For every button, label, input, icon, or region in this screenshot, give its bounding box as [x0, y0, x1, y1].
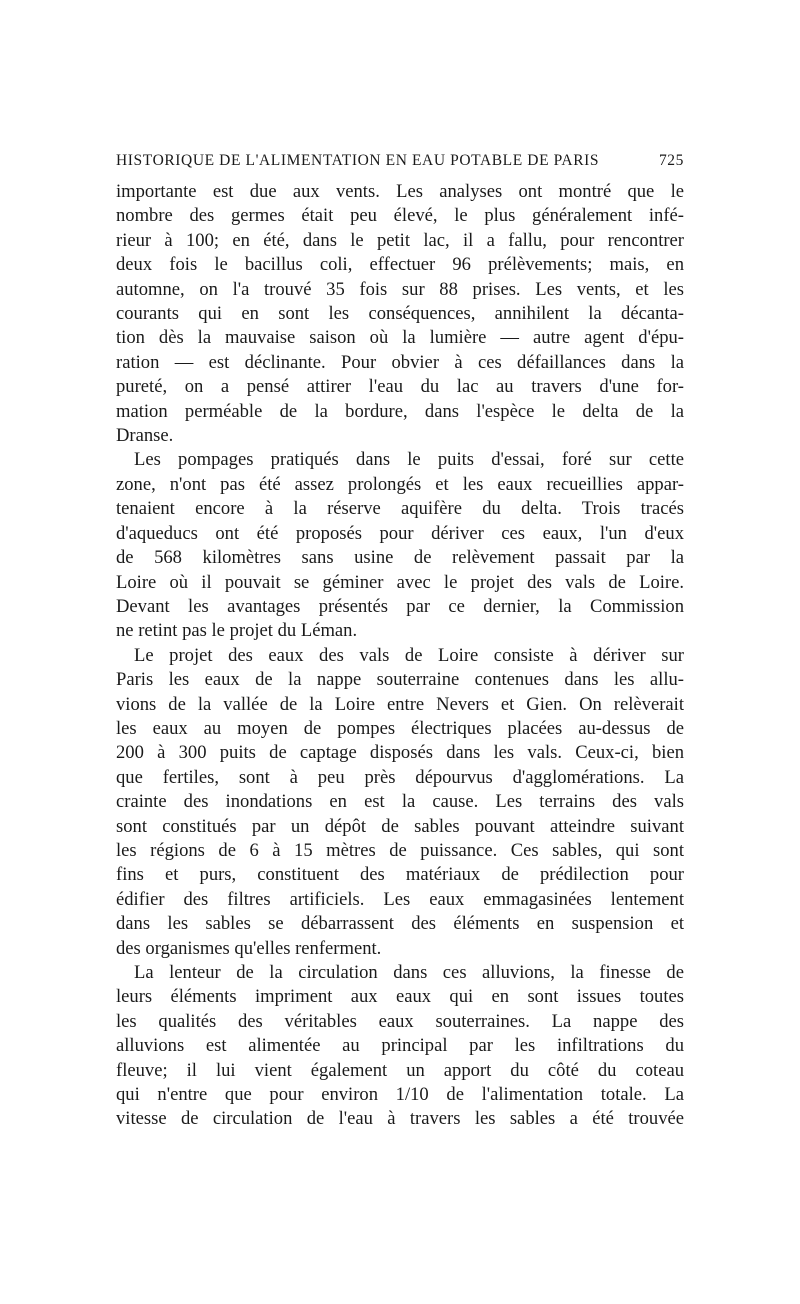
text-line: des organismes qu'elles renferment.	[116, 937, 382, 959]
body-text	[116, 180, 684, 1132]
paragraph	[116, 961, 684, 1132]
text-line: fins et purs, constituent des matériaux de prédilection pour	[116, 864, 684, 886]
text-line: tenaient encore à la réserve aquifère du delta. Trois tracés	[116, 498, 684, 520]
text-line: dans les sables se débarrassent des éléments en suspension et	[116, 913, 684, 935]
text-line: ne retint pas le projet du Léman.	[116, 620, 358, 642]
text-line: alluvions est alimentée au principal par les infiltrations du	[116, 1035, 684, 1057]
text-line: de 568 kilomètres sans usine de relèvement passait par la	[116, 547, 684, 569]
page-number: 725	[658, 152, 684, 169]
text-line: les régions de 6 à 15 mètres de puissance. Ces sables, qui sont	[116, 839, 684, 861]
text-line: sont constitués par un dépôt de sables pouvant atteindre suivant	[116, 815, 684, 837]
text-line: tion dès la mauvaise saison où la lumière — autre agent d'épu-	[116, 327, 684, 349]
text-line: les eaux au moyen de pompes électriques placées au-dessus de	[116, 717, 684, 739]
text-line: que fertiles, sont à peu près dépourvus d'agglomérations. La	[116, 766, 684, 788]
text-line: Le projet des eaux des vals de Loire consiste à dériver sur	[134, 644, 684, 666]
text-line: nombre des germes était peu élevé, le plus généralement infé-	[116, 205, 684, 227]
text-line: vitesse de circulation de l'eau à travers les sables a été trouvée	[116, 1108, 684, 1130]
text-line: automne, on l'a trouvé 35 fois sur 88 prises. Les vents, et les	[116, 278, 684, 300]
text-line: Loire où il pouvait se géminer avec le projet des vals de Loire.	[116, 571, 684, 593]
text-line: pureté, on a pensé attirer l'eau du lac au travers d'une for-	[116, 376, 684, 398]
text-line: fleuve; il lui vient également un apport du côté du coteau	[116, 1059, 684, 1081]
text-line: Les pompages pratiqués dans le puits d'essai, foré sur cette	[134, 449, 684, 471]
running-head-title: HISTORIQUE DE L'ALIMENTATION EN EAU POTABLE DE PARIS	[116, 152, 600, 169]
text-line: qui n'entre que pour environ 1/10 de l'alimentation totale. La	[116, 1084, 684, 1106]
text-line: courants qui en sont les conséquences, annihilent la décanta-	[116, 303, 684, 325]
text-line: Devant les avantages présentés par ce dernier, la Commission	[116, 595, 684, 617]
text-line: vions de la vallée de la Loire entre Nevers et Gien. On relèverait	[116, 693, 684, 715]
text-line: ration — est déclinante. Pour obvier à ces défaillances dans la	[116, 351, 684, 373]
running-head	[116, 150, 684, 172]
text-line: La lenteur de la circulation dans ces alluvions, la finesse de	[134, 962, 684, 983]
book-page	[116, 150, 684, 1132]
text-line: leurs éléments impriment aux eaux qui en sont issues toutes	[116, 986, 684, 1008]
text-line: d'aqueducs ont été proposés pour dériver ces eaux, l'un d'eux	[116, 522, 684, 544]
text-line: Paris les eaux de la nappe souterraine contenues dans les allu-	[116, 669, 684, 691]
paragraph	[116, 644, 684, 961]
text-line: deux fois le bacillus coli, effectuer 96 prélèvements; mais, en	[116, 254, 684, 276]
text-line: Dranse.	[116, 425, 174, 447]
text-line: crainte des inondations en est la cause. Les terrains des vals	[116, 791, 684, 813]
text-line: 200 à 300 puits de captage disposés dans les vals. Ceux-ci, bien	[116, 742, 684, 764]
paragraph	[116, 448, 684, 643]
text-line: mation perméable de la bordure, dans l'espèce le delta de la	[116, 400, 684, 422]
paragraph	[116, 180, 684, 448]
text-line: rieur à 100; en été, dans le petit lac, il a fallu, pour rencontrer	[116, 229, 684, 251]
text-line: importante est due aux vents. Les analyses ont montré que le	[116, 181, 684, 202]
text-line: édifier des filtres artificiels. Les eaux emmagasinées lentement	[116, 888, 684, 910]
text-line: les qualités des véritables eaux souterraines. La nappe des	[116, 1010, 684, 1032]
text-line: zone, n'ont pas été assez prolongés et les eaux recueillies appar-	[116, 473, 684, 495]
